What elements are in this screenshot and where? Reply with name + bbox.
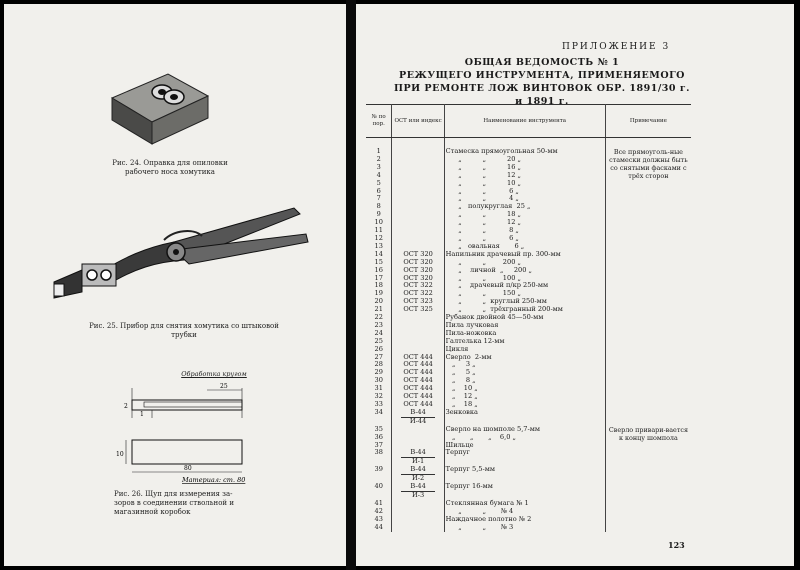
col-header-name: Наименование инструмента <box>444 105 605 138</box>
row-tool-name: „ 10 „ <box>444 385 605 393</box>
row-tool-name: „ „ 100 „ <box>444 275 605 283</box>
row-tool-name: Терпуг 16-мм <box>444 483 605 500</box>
figure-26-feeler-gauge-drawing <box>112 378 262 498</box>
row-ost: ОСТ 325 <box>392 306 444 314</box>
row-ost-bottom: И-2 <box>411 474 425 483</box>
row-number: 42 <box>366 508 392 516</box>
row-ost: ОСТ 444 <box>392 377 444 385</box>
row-tool-name: Цикля <box>444 346 605 354</box>
dimension-80: 80 <box>184 465 192 472</box>
row-tool-name: „ „ 4 „ <box>444 195 605 203</box>
col-header-ost: ОСТ или индекс <box>392 105 444 138</box>
row-number: 37 <box>366 442 392 450</box>
col-header-note: Примечание <box>605 105 691 138</box>
dimension-25: 25 <box>220 383 228 390</box>
row-ost <box>392 338 444 346</box>
drawing-note-processing: Обработка кругом <box>181 370 247 378</box>
book-gutter <box>346 0 356 570</box>
row-ost <box>392 235 444 243</box>
caption-figure-24: Рис. 24. Оправка для опиловки рабочего носа хомутика <box>112 159 228 176</box>
row-ost: ОСТ 444 <box>392 361 444 369</box>
row-number: 14 <box>366 251 392 259</box>
row-tool-name: „ „ 12 „ <box>444 172 605 180</box>
tool-table <box>366 104 691 532</box>
row-tool-name: Сверло 2-мм <box>444 354 605 362</box>
row-tool-name: Галтелька 12-мм <box>444 338 605 346</box>
row-tool-name: „ 3 „ <box>444 361 605 369</box>
row-number: 25 <box>366 338 392 346</box>
row-tool-name: „ личной „ 200 „ <box>444 267 605 275</box>
row-ost: ОСТ 320 <box>392 251 444 259</box>
row-tool-name: Шильце <box>444 442 605 450</box>
row-tool-name: „ 8 „ <box>444 377 605 385</box>
caption-figure-25: Рис. 25. Прибор для снятия хомутика со штыковой трубки <box>89 322 279 339</box>
appendix-header: ПРИЛОЖЕНИЕ 3 <box>562 42 671 52</box>
dimension-10: 10 <box>116 451 124 458</box>
row-ost <box>392 466 444 483</box>
row-tool-name: „ 5 „ <box>444 369 605 377</box>
table-header-row <box>366 105 691 138</box>
row-ost <box>392 449 444 466</box>
row-tool-name: „ „ 12 „ <box>444 219 605 227</box>
row-ost <box>392 434 444 442</box>
row-number: 29 <box>366 369 392 377</box>
row-tool-name: „ „ круглый 250-мм <box>444 298 605 306</box>
row-number: 41 <box>366 500 392 508</box>
row-ost <box>392 219 444 227</box>
row-tool-name: „ 12 „ <box>444 393 605 401</box>
row-tool-name: „ „ 6 „ <box>444 188 605 196</box>
row-ost-top: В-44 <box>401 483 434 492</box>
row-number: 30 <box>366 377 392 385</box>
note-drill: Сверло привари-вается к концу шомпола <box>608 425 688 442</box>
row-number: 23 <box>366 322 392 330</box>
material-label: Материал: ст. 80 <box>182 476 246 484</box>
row-tool-name: „ „ 18 „ <box>444 211 605 219</box>
row-ost <box>392 195 444 203</box>
row-ost: ОСТ 320 <box>392 275 444 283</box>
row-ost <box>392 156 444 164</box>
row-ost <box>392 203 444 211</box>
row-ost <box>392 500 444 508</box>
row-ost <box>392 188 444 196</box>
caption-figure-26: Рис. 26. Щуп для измерения за- зоров в соединении ствольной и магазинной коробок <box>114 490 234 516</box>
row-ost <box>392 172 444 180</box>
row-ost-bottom: И-44 <box>409 416 427 425</box>
row-ost <box>392 211 444 219</box>
row-ost <box>392 164 444 172</box>
col-header-no: № по пор. <box>366 105 392 138</box>
row-ost-top: В-44 <box>401 466 434 475</box>
row-number: 20 <box>366 298 392 306</box>
row-tool-name: Терпуг <box>444 449 605 466</box>
row-tool-name: „ „ 10 „ <box>444 180 605 188</box>
row-ost: ОСТ 444 <box>392 401 444 409</box>
row-number: 6 <box>366 188 392 196</box>
row-number: 10 <box>366 219 392 227</box>
dimension-2: 2 <box>124 403 128 410</box>
row-tool-name: „ „ 16 „ <box>444 164 605 172</box>
row-tool-name: „ „ 8 „ <box>444 227 605 235</box>
row-ost <box>392 409 444 426</box>
row-ost: ОСТ 323 <box>392 298 444 306</box>
row-ost-bottom: И-3 <box>411 490 425 499</box>
row-tool-name: Пила-ножовка <box>444 330 605 338</box>
row-tool-name: „ „ № 3 <box>444 524 605 532</box>
row-number: 39 <box>366 466 392 483</box>
row-ost <box>392 227 444 235</box>
row-number: 21 <box>366 306 392 314</box>
row-tool-name: Наждачное полотно № 2 <box>444 516 605 524</box>
row-ost-top: В-44 <box>401 449 434 458</box>
row-number: 35 <box>366 426 392 434</box>
row-tool-name: Стеклянная бумага № 1 <box>444 500 605 508</box>
row-ost <box>392 330 444 338</box>
row-tool-name: Стамеска прямоугольная 50-мм <box>444 148 605 156</box>
row-ost: ОСТ 320 <box>392 267 444 275</box>
row-tool-name: Сверло на шомполе 5,7-мм <box>444 426 605 434</box>
row-number: 40 <box>366 483 392 500</box>
row-tool-name: „ „ 20 „ <box>444 156 605 164</box>
note-chisels: Все прямоуголь-ные стамески должны быть со снятыми фасками с трёх сторон <box>609 148 688 180</box>
row-number: 17 <box>366 275 392 283</box>
row-tool-name: „ драчевый п/кр 250-мм <box>444 282 605 290</box>
row-tool-name: „ „ № 4 <box>444 508 605 516</box>
row-ost: ОСТ 322 <box>392 282 444 290</box>
row-number: 11 <box>366 227 392 235</box>
row-ost <box>392 322 444 330</box>
row-number: 15 <box>366 259 392 267</box>
row-tool-name: Рубанок двойной 45—50-мм <box>444 314 605 322</box>
row-tool-name: „ полукруглая 25 „ <box>444 203 605 211</box>
table-row <box>366 148 691 156</box>
row-ost: ОСТ 444 <box>392 393 444 401</box>
row-number: 36 <box>366 434 392 442</box>
row-number: 44 <box>366 524 392 532</box>
row-number: 43 <box>366 516 392 524</box>
row-number: 24 <box>366 330 392 338</box>
row-number: 32 <box>366 393 392 401</box>
row-ost <box>392 426 444 434</box>
row-number: 13 <box>366 243 392 251</box>
row-number: 8 <box>366 203 392 211</box>
row-number: 12 <box>366 235 392 243</box>
row-number: 16 <box>366 267 392 275</box>
row-number: 38 <box>366 449 392 466</box>
row-tool-name: Пила лучковая <box>444 322 605 330</box>
page-title: ОБЩАЯ ВЕДОМОСТЬ № 1 РЕЖУЩЕГО ИНСТРУМЕНТА, ПРИМЕНЯЕМОГО ПРИ РЕМОНТЕ ЛОЖ ВИНТОВОК ОБР. 1891/30 г. и 1891 г. <box>394 57 690 107</box>
dimension-1: 1 <box>140 411 144 418</box>
row-tool-name: Напильник драчевый пр. 300-мм <box>444 251 605 259</box>
figure-24-block <box>104 66 214 148</box>
row-ost <box>392 508 444 516</box>
table-row <box>366 426 691 434</box>
row-ost <box>392 516 444 524</box>
row-ost <box>392 148 444 156</box>
row-tool-name: Терпуг 5,5-мм <box>444 466 605 483</box>
row-number: 22 <box>366 314 392 322</box>
row-tool-name: „ „ 6 „ <box>444 235 605 243</box>
row-number: 27 <box>366 354 392 362</box>
row-tool-name: „ „ 200 „ <box>444 259 605 267</box>
left-page <box>4 4 346 566</box>
row-number: 9 <box>366 211 392 219</box>
row-ost: ОСТ 444 <box>392 354 444 362</box>
right-page <box>356 4 794 566</box>
row-ost: ОСТ 320 <box>392 259 444 267</box>
table-body <box>366 138 691 532</box>
row-number: 31 <box>366 385 392 393</box>
row-ost-bottom: И-1 <box>411 457 425 466</box>
row-tool-name: Зенковка <box>444 409 605 426</box>
row-ost: ОСТ 322 <box>392 290 444 298</box>
row-number: 7 <box>366 195 392 203</box>
row-ost <box>392 314 444 322</box>
row-ost: ОСТ 444 <box>392 369 444 377</box>
figure-25-pliers <box>24 200 314 315</box>
row-number: 28 <box>366 361 392 369</box>
row-number: 2 <box>366 156 392 164</box>
row-number: 26 <box>366 346 392 354</box>
row-number: 34 <box>366 409 392 426</box>
row-number: 4 <box>366 172 392 180</box>
row-ost: ОСТ 444 <box>392 385 444 393</box>
row-number: 1 <box>366 148 392 156</box>
row-ost <box>392 524 444 532</box>
row-tool-name: „ овальная 6 „ <box>444 243 605 251</box>
row-ost <box>392 180 444 188</box>
row-number: 33 <box>366 401 392 409</box>
row-tool-name: „ „ „ 6,0 „ <box>444 434 605 442</box>
row-number: 5 <box>366 180 392 188</box>
row-ost-top: В-44 <box>401 409 434 418</box>
row-tool-name: „ 18 „ <box>444 401 605 409</box>
row-tool-name: „ „ 150 „ <box>444 290 605 298</box>
row-tool-name: „ „ трёхгранный 200-мм <box>444 306 605 314</box>
row-ost <box>392 483 444 500</box>
row-number: 18 <box>366 282 392 290</box>
page-number: 123 <box>668 540 685 550</box>
row-number: 3 <box>366 164 392 172</box>
row-number: 19 <box>366 290 392 298</box>
